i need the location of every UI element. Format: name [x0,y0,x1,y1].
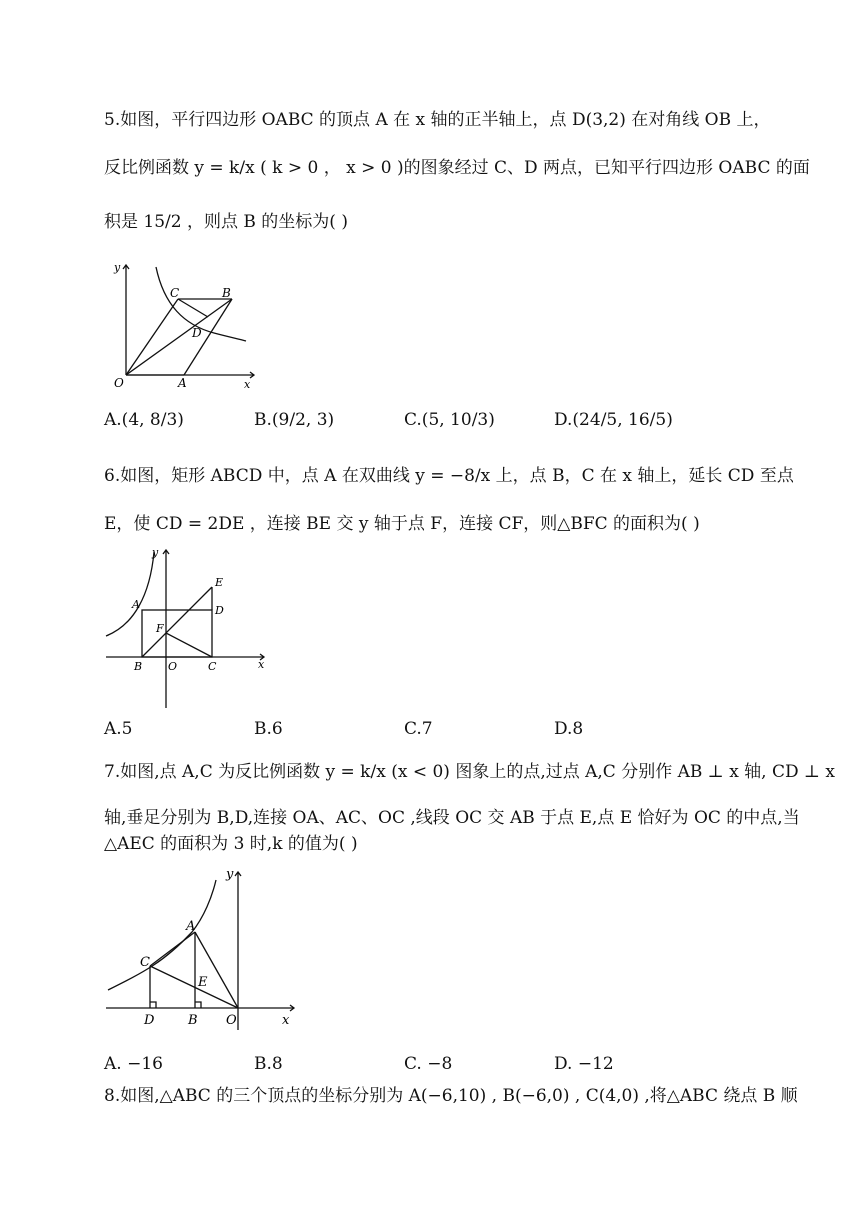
q6-fig-label-a: A [132,598,140,611]
q7-option-c: C. −8 [404,1054,453,1074]
q6-fig-label-y: y [152,546,159,559]
q5-option-a: A.(4, 8/3) [104,410,184,430]
q6-line-2: E，使 CD = 2DE ，连接 BE 交 y 轴于点 F，连接 CF，则△BFC 的面积为( ) [104,514,700,534]
q6-figure [104,540,274,710]
q5-line-1: 5.如图，平行四边形 OABC 的顶点 A 在 x 轴的正半轴上，点 D(3,2) 在对角线 OB 上， [104,110,771,130]
q7-fig-label-d: D [144,1013,155,1028]
q5-fig-label-d: D [192,326,202,340]
q6-option-d: D.8 [554,719,584,739]
q5-fig-label-c: C [170,286,180,300]
q5-line-3: 积是 15/2 ，则点 B 的坐标为( ) [104,212,348,232]
q7-fig-label-e: E [198,975,208,990]
q5-fig-label-b: B [222,286,231,300]
q7-line-3: △AEC 的面积为 3 时,k 的值为( ) [104,834,358,854]
q6-fig-label-d: D [215,604,224,617]
q7-fig-label-c: C [140,955,150,970]
q7-figure [104,862,304,1032]
q6-fig-label-f: F [156,622,164,635]
q5-fig-label-y: y [114,261,121,274]
q7-line-1: 7.如图,点 A,C 为反比例函数 y = k/x (x < 0) 图象上的点,过点 A,C 分别作 AB ⊥ x 轴, CD ⊥ x [104,762,836,782]
q6-fig-label-c: C [208,660,217,673]
q8-line-1: 8.如图,△ABC 的三个顶点的坐标分别为 A(−6,10) , B(−6,0) , C(4,0) ,将△ABC 绕点 B 顺 [104,1086,798,1106]
q5-fig-label-o: O [114,376,124,390]
q5-fig-label-x: x [244,378,251,390]
q6-fig-label-x: x [258,658,265,671]
q5-fig-label-a: A [178,376,187,390]
q7-line-2: 轴,垂足分别为 B,D,连接 OA、AC、OC ,线段 OC 交 AB 于点 E,点 E 恰好为 OC 的中点,当 [104,808,800,828]
q7-fig-label-a: A [186,919,196,934]
q5-option-b: B.(9/2, 3) [254,410,335,430]
q6-fig-label-b: B [134,660,143,673]
q6-fig-label-o: O [168,660,178,673]
q6-line-1: 6.如图，矩形 ABCD 中，点 A 在双曲线 y = −8/x 上，点 B，C 在 x 轴上，延长 CD 至点 [104,466,794,486]
q7-option-d: D. −12 [554,1054,614,1074]
q5-option-c: C.(5, 10/3) [404,410,495,430]
q7-fig-label-b: B [188,1013,198,1028]
q6-option-b: B.6 [254,719,283,739]
q5-option-d: D.(24/5, 16/5) [554,410,673,430]
q5-line-2: 反比例函数 y = k/x ( k > 0 ， x > 0 )的图象经过 C、D 两点，已知平行四边形 OABC 的面 [104,158,810,178]
q7-option-a: A. −16 [104,1054,163,1074]
q7-fig-label-y: y [226,867,234,882]
q7-fig-label-x: x [282,1013,290,1028]
q7-fig-label-o: O [226,1013,237,1028]
q6-option-c: C.7 [404,719,433,739]
q7-option-b: B.8 [254,1054,283,1074]
q5-figure [104,255,264,390]
q6-fig-label-e: E [215,576,224,589]
q6-option-a: A.5 [104,719,133,739]
